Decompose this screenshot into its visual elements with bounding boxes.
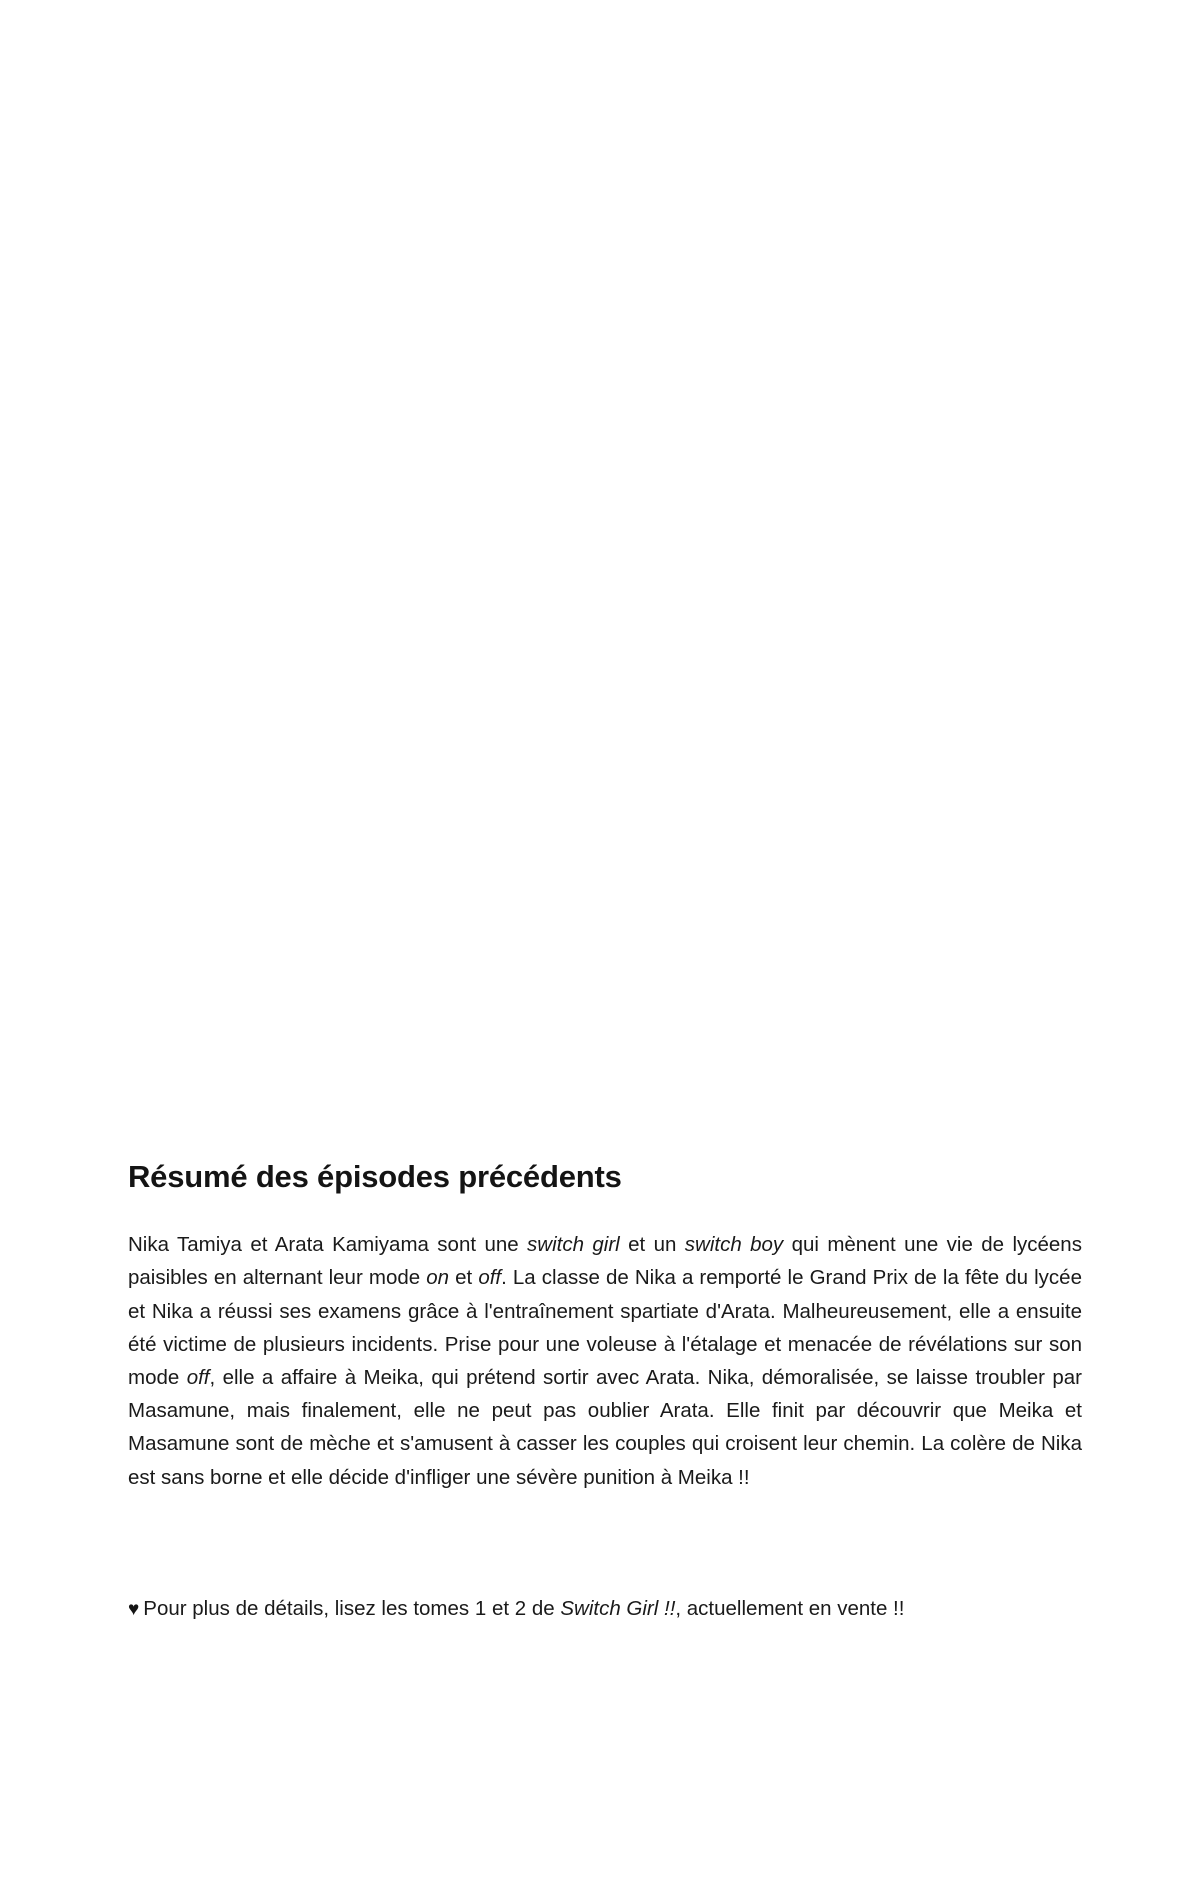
recap-section [128, 1160, 1082, 1625]
heart-icon: ♥ [128, 1598, 140, 1620]
availability-note [128, 1592, 1082, 1625]
recap-paragraph: Nika Tamiya et Arata Kamiyama sont une switch girl et un switch boy qui mènent une vie de lycéens paisibles en alternant leur mode on et off. La classe de Nika a remporté le Grand Prix de la fête du lycée et Nika a réussi ses examens grâce à l'entraînement spartiate d'Arata. Malheureusement, elle a ensuite été victime de plusieurs incidents. Prise pour une voleuse à l'étalage et menacée de révélations sur son mode off, elle a affaire à Meika, qui prétend sortir avec Arata. Nika, démoralisée, se laisse troubler par Masamune, mais finalement, elle ne peut pas oublier Arata. Elle finit par découvrir que Meika et Masamune sont de mèche et s'amusent à casser les couples qui croisent leur chemin. La colère de Nika est sans borne et elle décide d'infliger une sévère punition à Meika !! [128, 1233, 1082, 1489]
page-title: Résumé des épisodes précédents [128, 1159, 622, 1194]
availability-note-text: Pour plus de détails, lisez les tomes 1 et 2 de Switch Girl !!, actuellement en vente !! [143, 1596, 905, 1620]
